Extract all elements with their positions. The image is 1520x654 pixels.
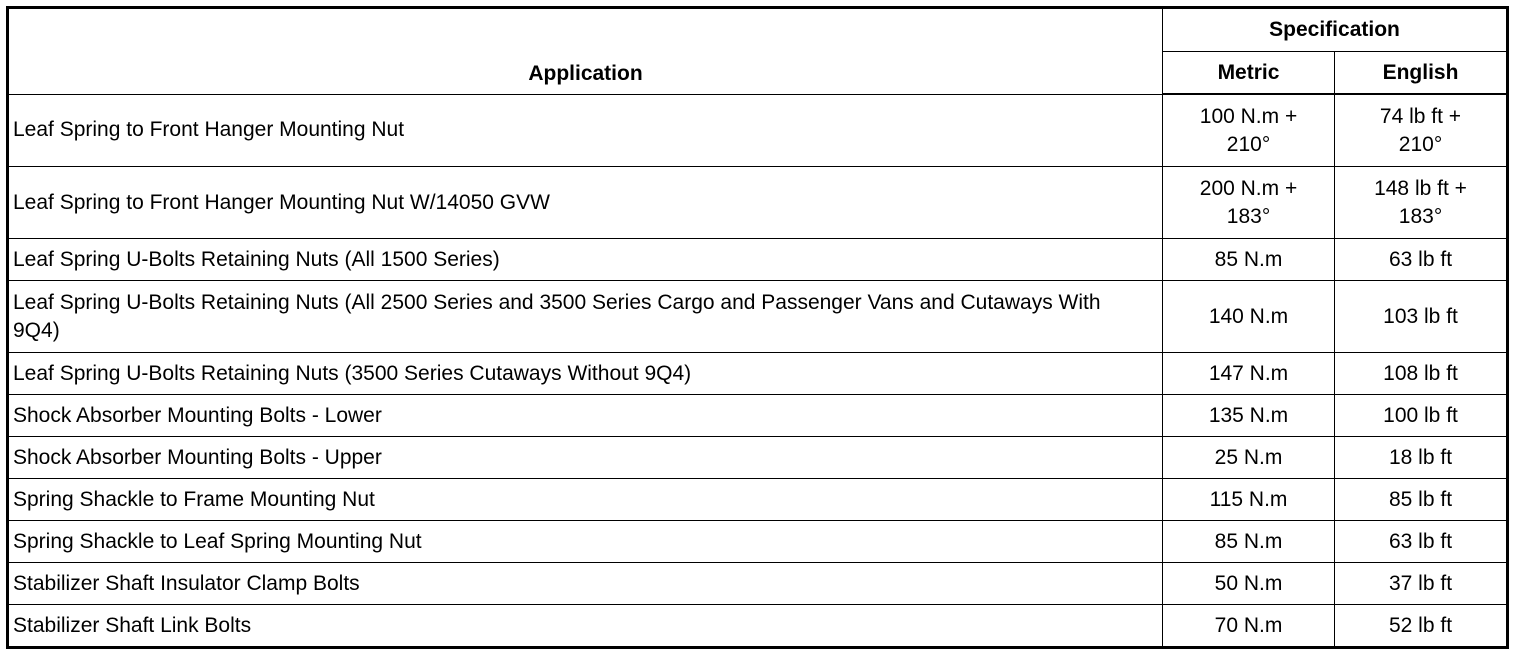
table-row: [8, 521, 1508, 563]
english-cell: 85 lb ft: [1335, 479, 1508, 521]
english-value: 148 lb ft + 183°: [1374, 176, 1467, 228]
specification-header: Specification: [1163, 8, 1508, 52]
table-header: [8, 8, 1508, 95]
english-cell: 18 lb ft: [1335, 437, 1508, 479]
metric-value: 200 N.m + 183°: [1199, 176, 1298, 228]
application-cell: Shock Absorber Mounting Bolts - Lower: [8, 395, 1163, 437]
table-row: [8, 281, 1508, 353]
application-cell: Stabilizer Shaft Insulator Clamp Bolts: [8, 563, 1163, 605]
metric-cell: [1163, 167, 1335, 239]
table-row: [8, 94, 1508, 167]
english-cell: [1335, 167, 1508, 239]
application-cell: Shock Absorber Mounting Bolts - Upper: [8, 437, 1163, 479]
metric-value: 100 N.m + 210°: [1199, 104, 1298, 156]
metric-cell: 115 N.m: [1163, 479, 1335, 521]
english-cell: 63 lb ft: [1335, 239, 1508, 281]
english-cell: 37 lb ft: [1335, 563, 1508, 605]
english-cell: 103 lb ft: [1335, 281, 1508, 353]
application-cell: Leaf Spring U-Bolts Retaining Nuts (All 2500 Series and 3500 Series Cargo and Passenger Vans and Cutaways With 9Q4): [8, 281, 1163, 353]
english-value: 74 lb ft + 210°: [1379, 104, 1462, 156]
table-body: [8, 94, 1508, 648]
metric-cell: 85 N.m: [1163, 239, 1335, 281]
english-cell: 52 lb ft: [1335, 605, 1508, 648]
english-cell: 63 lb ft: [1335, 521, 1508, 563]
english-cell: [1335, 94, 1508, 167]
torque-spec-table-container: [6, 6, 1506, 649]
application-cell: Spring Shackle to Frame Mounting Nut: [8, 479, 1163, 521]
application-cell: Spring Shackle to Leaf Spring Mounting Nut: [8, 521, 1163, 563]
metric-cell: 50 N.m: [1163, 563, 1335, 605]
metric-cell: 85 N.m: [1163, 521, 1335, 563]
english-cell: 100 lb ft: [1335, 395, 1508, 437]
table-row: [8, 479, 1508, 521]
metric-cell: 25 N.m: [1163, 437, 1335, 479]
application-cell: Leaf Spring U-Bolts Retaining Nuts (All 1500 Series): [8, 239, 1163, 281]
application-header: Application: [8, 8, 1163, 95]
header-row-top: [8, 8, 1508, 52]
table-row: [8, 167, 1508, 239]
application-cell: Leaf Spring to Front Hanger Mounting Nut W/14050 GVW: [8, 167, 1163, 239]
metric-cell: 135 N.m: [1163, 395, 1335, 437]
metric-cell: 70 N.m: [1163, 605, 1335, 648]
table-row: [8, 353, 1508, 395]
english-cell: 108 lb ft: [1335, 353, 1508, 395]
metric-cell: 147 N.m: [1163, 353, 1335, 395]
application-cell: Leaf Spring to Front Hanger Mounting Nut: [8, 94, 1163, 167]
table-row: [8, 605, 1508, 648]
metric-header: Metric: [1163, 52, 1335, 95]
metric-cell: 140 N.m: [1163, 281, 1335, 353]
metric-cell: [1163, 94, 1335, 167]
table-row: [8, 395, 1508, 437]
application-cell: Stabilizer Shaft Link Bolts: [8, 605, 1163, 648]
table-row: [8, 563, 1508, 605]
application-cell: Leaf Spring U-Bolts Retaining Nuts (3500 Series Cutaways Without 9Q4): [8, 353, 1163, 395]
english-header: English: [1335, 52, 1508, 95]
torque-spec-table: [6, 6, 1509, 649]
table-row: [8, 239, 1508, 281]
table-row: [8, 437, 1508, 479]
